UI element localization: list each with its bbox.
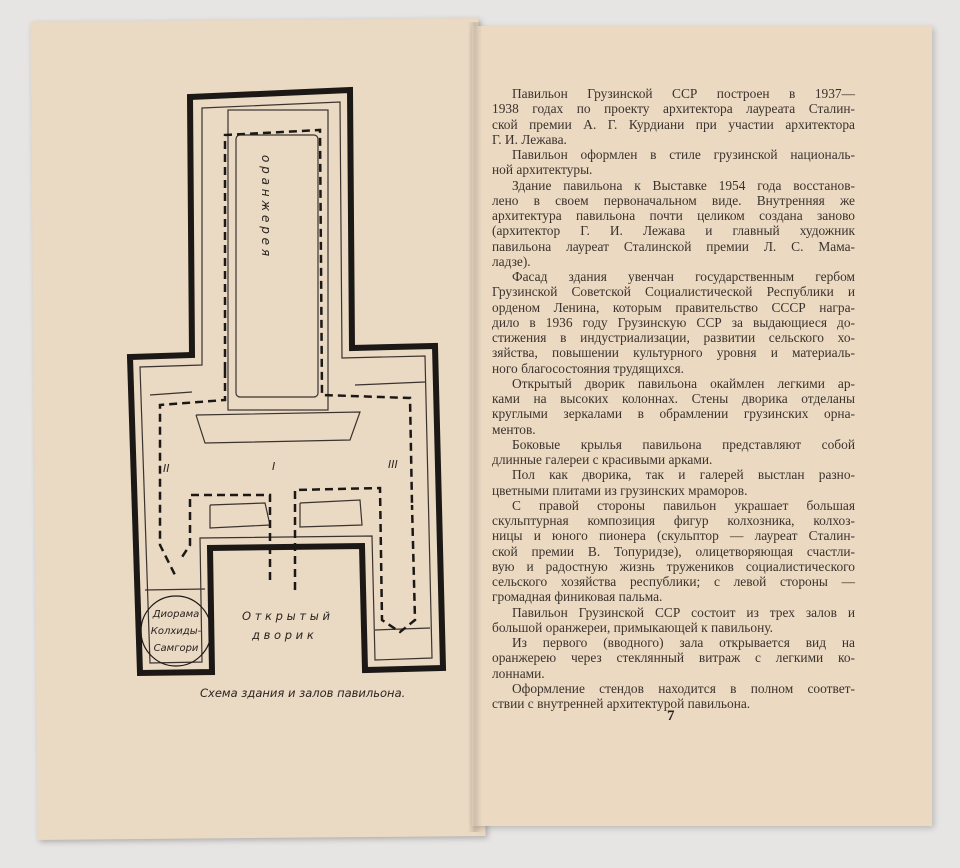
plan-label-hall-3: III (388, 458, 398, 471)
text-line: Павильон оформлен в стиле грузинской националь- (512, 147, 855, 162)
body-text (492, 86, 855, 711)
text-line: Боковые крылья павильона представляют собой (512, 436, 855, 452)
text-line: Открытый дворик павильона окаймлен легкими ар- (512, 375, 855, 391)
text-line: Павильон Грузинской ССР состоит из трех залов и (512, 604, 855, 620)
paragraph (492, 86, 855, 147)
text-line: (архитектор Г. И. Лежава и главный художник (492, 223, 855, 239)
plan-label-orangery: о р а н ж е р е я (259, 155, 273, 257)
paragraph (492, 605, 855, 636)
text-line: Фасад здания увенчан государственным гербом (512, 269, 855, 284)
text-line: ской премии А. Г. Курдиани при участии архитектора (492, 116, 855, 132)
text-line: ной архитектуры. (492, 162, 593, 178)
text-line: Павильон Грузинской ССР построен в 1937— (512, 86, 855, 101)
text-line: Оформление стендов находится в полном соответ- (512, 680, 855, 696)
figure-caption: Схема здания и залов павильона. (200, 686, 406, 700)
paragraph (492, 437, 855, 468)
paragraph (492, 147, 855, 178)
text-line: ладзе). (492, 253, 531, 269)
paragraph (492, 635, 855, 681)
text-line: Здание павильона к Выставке 1954 года восстанов- (512, 177, 855, 193)
paragraph (492, 376, 855, 437)
plan-outer-walls (130, 90, 443, 673)
text-line: ками на высоких колоннах. Стены дворика отделаны (492, 391, 855, 406)
text-line: ментов. (492, 421, 536, 437)
paragraph (492, 467, 855, 498)
text-line: С правой стороны павильон украшает большая (512, 497, 855, 513)
plan-inner-walls (140, 102, 432, 663)
text-line: Грузинской Советской Социалистической Республики и (492, 284, 855, 300)
text-line: Из первого (вводного) зала открывается вид на (512, 635, 855, 650)
text-line: лено в своем первоначальном виде. Внутренняя же (492, 192, 855, 208)
text-line: Г. И. Лежава. (492, 131, 567, 147)
plan-label-hall-1: I (272, 460, 276, 473)
text-line: зяйства, повышении культурного уровня и материаль- (492, 345, 855, 361)
plan-label-courtyard-2: д в о р и к (252, 628, 314, 642)
plan-label-diorama-1: Диорама (152, 609, 200, 620)
text-line: сельского хозяйства республики; с левой стороны — (492, 574, 855, 589)
text-line: Пол как дворика, так и галерей выстлан разно- (512, 467, 855, 483)
text-line: 1938 годах по проекту архитектора лауреата Сталин- (492, 101, 855, 117)
text-line: оранжерею через стеклянный витраж с легкими ко- (492, 650, 855, 666)
text-line: вую и радостную жизнь тружеников социалистического (492, 558, 855, 574)
text-line: дило в 1936 году Грузинскую ССР за выдающиеся до- (492, 314, 855, 330)
plan-label-diorama-3: Самгори (153, 643, 199, 654)
paragraph (492, 498, 855, 605)
text-line: лоннами. (492, 665, 545, 681)
paragraph (492, 681, 855, 712)
plan-label-hall-2: II (163, 462, 170, 475)
page-number: 7 (667, 708, 675, 724)
text-line: архитектура павильона почти целиком создана заново (492, 208, 855, 223)
text-line: громадная финиковая пальма. (492, 589, 663, 605)
text-line: ствии с внутренней архитектурой павильона. (492, 696, 751, 711)
text-line: цветными плитами из грузинских мраморов. (492, 482, 748, 498)
text-line: большой оранжереи, примыкающей к павильону. (492, 619, 773, 635)
paragraph (492, 269, 855, 376)
text-line: ской премии В. Топуридзе), олицетворяющая счастли- (492, 543, 855, 559)
plan-tour-route (160, 130, 415, 632)
plan-label-courtyard-1: О т к р ы т ы й (242, 609, 330, 623)
text-line: скульптурная композиция фигур колхозника, колхоз- (492, 513, 855, 528)
text-line: ного благосостояния трудящихся. (492, 360, 684, 376)
text-line: круглыми зеркалами в обрамлении грузинских орна- (492, 406, 855, 422)
text-line: павильона лауреат Сталинской премии Л. С. Мама- (492, 238, 855, 254)
text-line: длинные галереи с красивыми арками. (492, 452, 713, 467)
paragraph (492, 178, 855, 270)
text-line: орденом Ленина, которым правительство СССР награ- (492, 299, 855, 315)
text-line: стижения в индустриализации, развитии сельского хо- (492, 330, 855, 345)
text-line: ницы и юного пионера (скульптор — лауреат Сталин- (492, 528, 855, 544)
plan-label-diorama-2: Колхиды- (150, 626, 202, 637)
